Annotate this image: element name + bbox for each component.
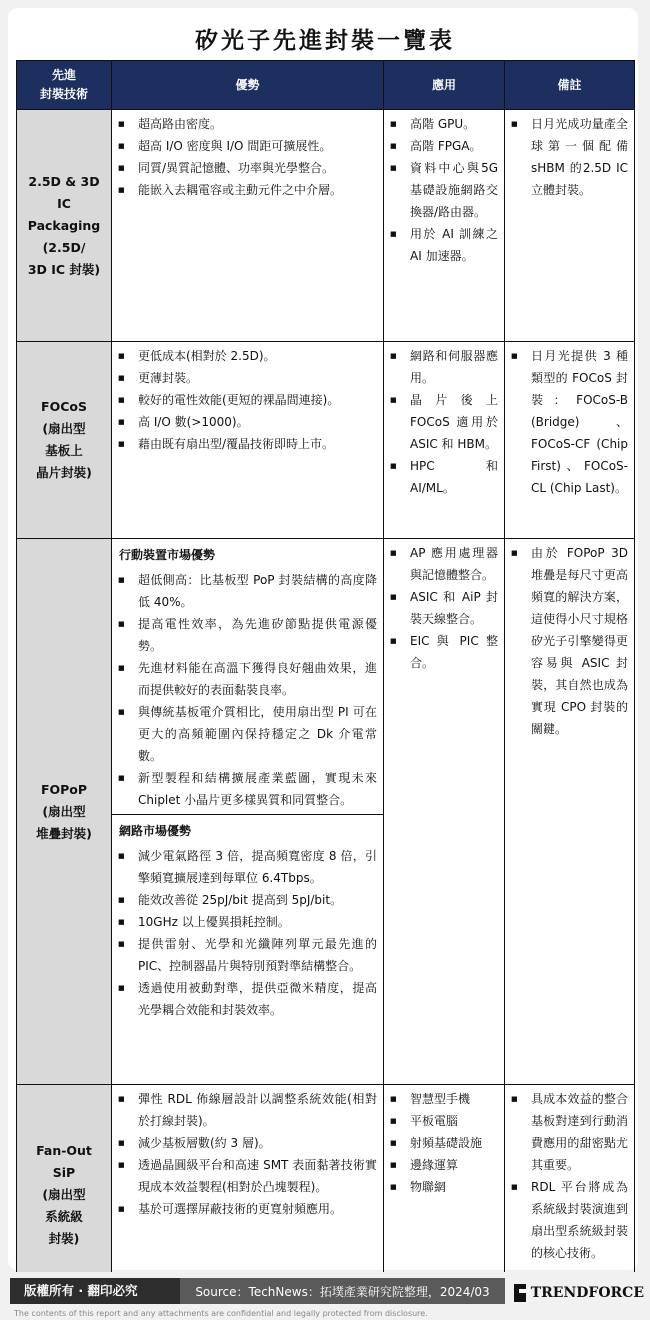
list-item: ■ 與傳統基板電介質相比，使用扇出型 PI 可在更大的高頻範圍內保持穩定之 Dk 介電常數。 bbox=[118, 701, 377, 767]
tech-cell: 2.5D & 3D IC Packaging (2.5D/ 3D IC 封裝) bbox=[17, 110, 112, 342]
list-item: ■ 高階 GPU。 bbox=[390, 113, 498, 135]
list-item: ■ AP 應用處理器與記憶體整合。 bbox=[390, 542, 498, 586]
mobile-advantages-title: 行動裝置市場優勢 bbox=[119, 548, 216, 562]
header-advantages: 優勢 bbox=[112, 61, 384, 110]
header-applications: 應用 bbox=[384, 61, 505, 110]
list-item: ■ 減少基板層數(約 3 層)。 bbox=[118, 1132, 377, 1154]
network-advantages-title: 網路市場優勢 bbox=[119, 824, 192, 838]
list-item: ■ 超高路由密度。 bbox=[118, 113, 377, 135]
list-item: ■ 用於 AI 訓練之 AI 加速器。 bbox=[390, 223, 498, 267]
copyright-label: 版權所有 · 翻印必究 bbox=[10, 1278, 180, 1304]
header-tech: 先進 封裝技術 bbox=[17, 61, 112, 110]
list-item: ■ 較好的電性效能(更短的裸晶間連接)。 bbox=[118, 389, 377, 411]
list-item: ■ 彈性 RDL 佈線層設計以調整系統效能(相對於打線封裝)。 bbox=[118, 1088, 377, 1132]
disclaimer: The contents of this report and any attachments are confidential and legally protected from disclosure. bbox=[14, 1309, 428, 1318]
list-item: ■ 資料中心與5G 基礎設施網路交換器/路由器。 bbox=[390, 157, 498, 223]
source-label: Source：TechNews：拓墣產業研究院整理，2024/03 bbox=[180, 1278, 505, 1304]
list-item: ■ 日月光成功量產全球第一個配備 sHBM 的2.5D IC 立體封裝。 bbox=[511, 113, 628, 201]
table-row bbox=[17, 342, 635, 539]
list-item: ■ 先進材料能在高溫下獲得良好翹曲效果，進而提供較好的表面黏裝良率。 bbox=[118, 657, 377, 701]
packaging-table bbox=[16, 60, 635, 1305]
list-item: ■ 物聯網 bbox=[390, 1176, 498, 1198]
tech-cell: FOCoS (扇出型 基板上 晶片封裝) bbox=[17, 342, 112, 539]
advantages-cell bbox=[112, 539, 384, 1085]
list-item: ■ 10GHz 以上優異損耗控制。 bbox=[118, 911, 377, 933]
list-item: ■ 超高 I/O 密度與 I/O 間距可擴展性。 bbox=[118, 135, 377, 157]
list-item: ■ 更低成本(相對於 2.5D)。 bbox=[118, 345, 377, 367]
list-item: ■ 晶片後上 FOCoS 適用於 ASIC 和 HBM。 bbox=[390, 389, 498, 455]
list-item: ■ 新型製程和結構擴展產業藍圖，實現未來 Chiplet 小晶片更多樣異質和同質整合。 bbox=[118, 767, 377, 811]
list-item: ■ 更薄封裝。 bbox=[118, 367, 377, 389]
list-item: ■ 透過晶圓級平台和高速 SMT 表面黏著技術實現成本效益製程(相對於凸塊製程)。 bbox=[118, 1154, 377, 1198]
table-row bbox=[17, 539, 635, 1085]
list-item: ■ 提高電性效率，為先進矽節點提供電源優勢。 bbox=[118, 613, 377, 657]
list-item: ■ 由於 FOPoP 3D 堆疊是每尺寸更高頻寬的解決方案，這使得小尺寸規格矽光子引擎變得更容易與 ASIC 封裝，其自然也成為實現 CPO 封裝的關鍵。 bbox=[511, 542, 628, 740]
applications-cell bbox=[384, 539, 505, 1085]
list-item: ■ 藉由既有扇出型/覆晶技術即時上市。 bbox=[118, 433, 377, 455]
list-item: ■ EIC 與 PIC 整合。 bbox=[390, 630, 498, 674]
table-row bbox=[17, 110, 635, 342]
list-item: ■ 邊緣運算 bbox=[390, 1154, 498, 1176]
list-item: ■ ASIC 和 AiP 封裝天線整合。 bbox=[390, 586, 498, 630]
list-item: ■ 減少電氣路徑 3 倍，提高頻寬密度 8 倍，引擎頻寬擴展達到每單位 6.4Tbps。 bbox=[118, 845, 377, 889]
notes-cell bbox=[505, 342, 635, 539]
list-item: ■ 提供雷射、光學和光纖陣列單元最先進的 PIC、控制器晶片與特別預對準結構整合。 bbox=[118, 933, 377, 977]
list-item: ■ 射頻基礎設施 bbox=[390, 1132, 498, 1154]
trendforce-logo-icon bbox=[514, 1284, 526, 1302]
applications-cell bbox=[384, 110, 505, 342]
list-item: ■ 網路和伺服器應用。 bbox=[390, 345, 498, 389]
list-item: ■ RDL 平台將成為系統級封裝演進到扇出型系統級封裝的核心技術。 bbox=[511, 1176, 628, 1264]
applications-cell bbox=[384, 342, 505, 539]
list-item: ■ 基於可選擇屏蔽技術的更寬射頻應用。 bbox=[118, 1198, 377, 1220]
list-item: ■ 智慧型手機 bbox=[390, 1088, 498, 1110]
tech-cell: FOPoP (扇出型 堆疊封裝) bbox=[17, 539, 112, 1085]
list-item: ■ 能效改善從 25pJ/bit 提高到 5pJ/bit。 bbox=[118, 889, 377, 911]
list-item: ■ 能嵌入去耦電容或主動元件之中介層。 bbox=[118, 179, 377, 201]
page-title: 矽光子先進封裝一覽表 bbox=[195, 28, 455, 54]
list-item: ■ 超低側高：比基板型 PoP 封裝結構的高度降低 40%。 bbox=[118, 569, 377, 613]
tech-cell: Fan-Out SiP (扇出型 系統級 封裝) bbox=[17, 1085, 112, 1305]
list-item: ■ 透過使用被動對準，提供亞微米精度，提高光學耦合效能和封裝效率。 bbox=[118, 977, 377, 1021]
logo-text: TRENDFORCE bbox=[530, 1285, 644, 1301]
list-item: ■ 平板電腦 bbox=[390, 1110, 498, 1132]
notes-cell bbox=[505, 539, 635, 1085]
trendforce-logo bbox=[514, 1280, 644, 1306]
list-item: ■ 高 I/O 數(>1000)。 bbox=[118, 411, 377, 433]
header-notes: 備註 bbox=[505, 61, 635, 110]
list-item: ■ 具成本效益的整合基板對達到行動消費應用的甜密點尤其重要。 bbox=[511, 1088, 628, 1176]
list-item: ■ HPC 和 AI/ML。 bbox=[390, 455, 498, 499]
list-item: ■ 高階 FPGA。 bbox=[390, 135, 498, 157]
advantages-cell bbox=[112, 110, 384, 342]
notes-cell bbox=[505, 110, 635, 342]
list-item: ■ 同質/異質記憶體、功率與光學整合。 bbox=[118, 157, 377, 179]
header-row bbox=[17, 61, 635, 110]
advantages-cell bbox=[112, 342, 384, 539]
list-item: ■ 日月光提供 3 種類型的 FOCoS 封裝：FOCoS-B (Bridge)、FOCoS-CF (Chip First)、FOCoS-CL (Chip Last)。 bbox=[511, 345, 628, 499]
